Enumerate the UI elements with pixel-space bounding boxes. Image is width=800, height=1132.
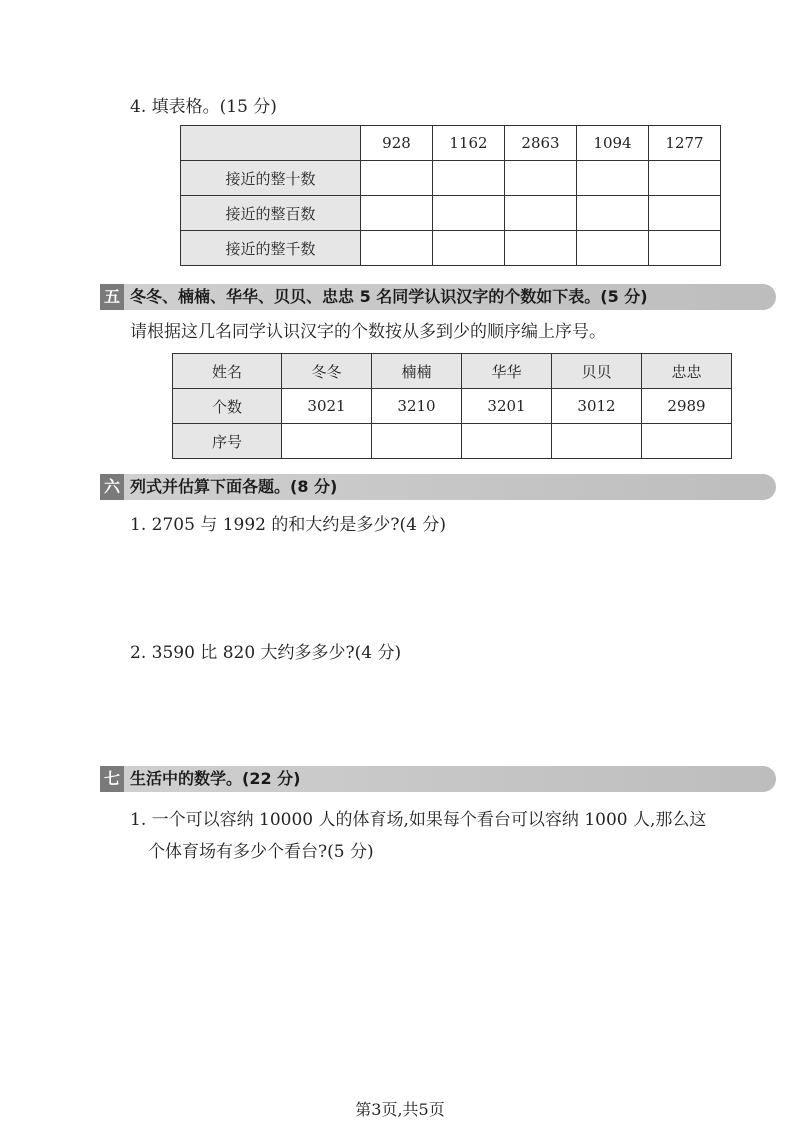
s5-order-row [173, 424, 732, 459]
student-name: 华华 [462, 354, 552, 389]
s5-row-label: 个数 [173, 389, 282, 424]
answer-cell[interactable] [505, 231, 577, 266]
s7-question-1-line-2: 个体育场有多少个看台?(5 分) [148, 842, 374, 862]
section-number: 五 [100, 284, 124, 310]
answer-cell[interactable] [649, 196, 721, 231]
q4-row-label: 接近的整十数 [181, 161, 361, 196]
q4-header-row [181, 126, 721, 161]
s5-instruction: 请根据这几名同学认识汉字的个数按从多到少的顺序编上序号。 [130, 322, 606, 342]
answer-cell[interactable] [282, 424, 372, 459]
s7-question-1-line-1: 1. 一个可以容纳 10000 人的体育场,如果每个看台可以容纳 1000 人,那么这 [130, 810, 707, 830]
section-5-banner [100, 284, 776, 310]
s5-row-label: 序号 [173, 424, 282, 459]
q4-row-label: 接近的整百数 [181, 196, 361, 231]
q4-row-hundreds [181, 196, 721, 231]
answer-cell[interactable] [649, 231, 721, 266]
section-7-banner [100, 766, 776, 792]
q4-header-cell: 1094 [577, 126, 649, 161]
section-title: 生活中的数学。(22 分) [130, 769, 301, 788]
answer-cell[interactable] [361, 196, 433, 231]
q4-header-cell: 1162 [433, 126, 505, 161]
count-cell: 3210 [372, 389, 462, 424]
q4-row-thousands [181, 231, 721, 266]
answer-cell[interactable] [505, 161, 577, 196]
answer-cell[interactable] [361, 161, 433, 196]
count-cell: 3021 [282, 389, 372, 424]
s5-name-row [173, 354, 732, 389]
answer-cell[interactable] [433, 196, 505, 231]
q4-title: 4. 填表格。(15 分) [130, 97, 277, 117]
student-name: 冬冬 [282, 354, 372, 389]
section-number: 六 [100, 474, 124, 500]
q4-header-corner [181, 126, 361, 161]
q4-row-tens [181, 161, 721, 196]
answer-cell[interactable] [505, 196, 577, 231]
answer-cell[interactable] [372, 424, 462, 459]
student-name: 楠楠 [372, 354, 462, 389]
answer-cell[interactable] [361, 231, 433, 266]
answer-cell[interactable] [462, 424, 552, 459]
page-number: 第3页,共5页 [355, 1100, 445, 1119]
q4-row-label: 接近的整千数 [181, 231, 361, 266]
section-6-banner [100, 474, 776, 500]
section-number: 七 [100, 766, 124, 792]
q4-header-cell: 928 [361, 126, 433, 161]
q4-table [180, 125, 721, 266]
count-cell: 3012 [552, 389, 642, 424]
student-name: 贝贝 [552, 354, 642, 389]
answer-cell[interactable] [642, 424, 732, 459]
student-name: 忠忠 [642, 354, 732, 389]
answer-cell[interactable] [577, 161, 649, 196]
answer-cell[interactable] [577, 231, 649, 266]
q4-header-cell: 2863 [505, 126, 577, 161]
q4-header-cell: 1277 [649, 126, 721, 161]
count-cell: 3201 [462, 389, 552, 424]
s6-question-1: 1. 2705 与 1992 的和大约是多少?(4 分) [130, 515, 446, 535]
answer-cell[interactable] [552, 424, 642, 459]
section-title: 列式并估算下面各题。(8 分) [130, 477, 338, 496]
s5-row-label: 姓名 [173, 354, 282, 389]
s5-table [172, 353, 732, 459]
answer-cell[interactable] [433, 161, 505, 196]
answer-cell[interactable] [577, 196, 649, 231]
answer-cell[interactable] [433, 231, 505, 266]
s5-count-row [173, 389, 732, 424]
s6-question-2: 2. 3590 比 820 大约多多少?(4 分) [130, 643, 402, 663]
section-title: 冬冬、楠楠、华华、贝贝、忠忠 5 名同学认识汉字的个数如下表。(5 分) [130, 287, 648, 306]
count-cell: 2989 [642, 389, 732, 424]
answer-cell[interactable] [649, 161, 721, 196]
